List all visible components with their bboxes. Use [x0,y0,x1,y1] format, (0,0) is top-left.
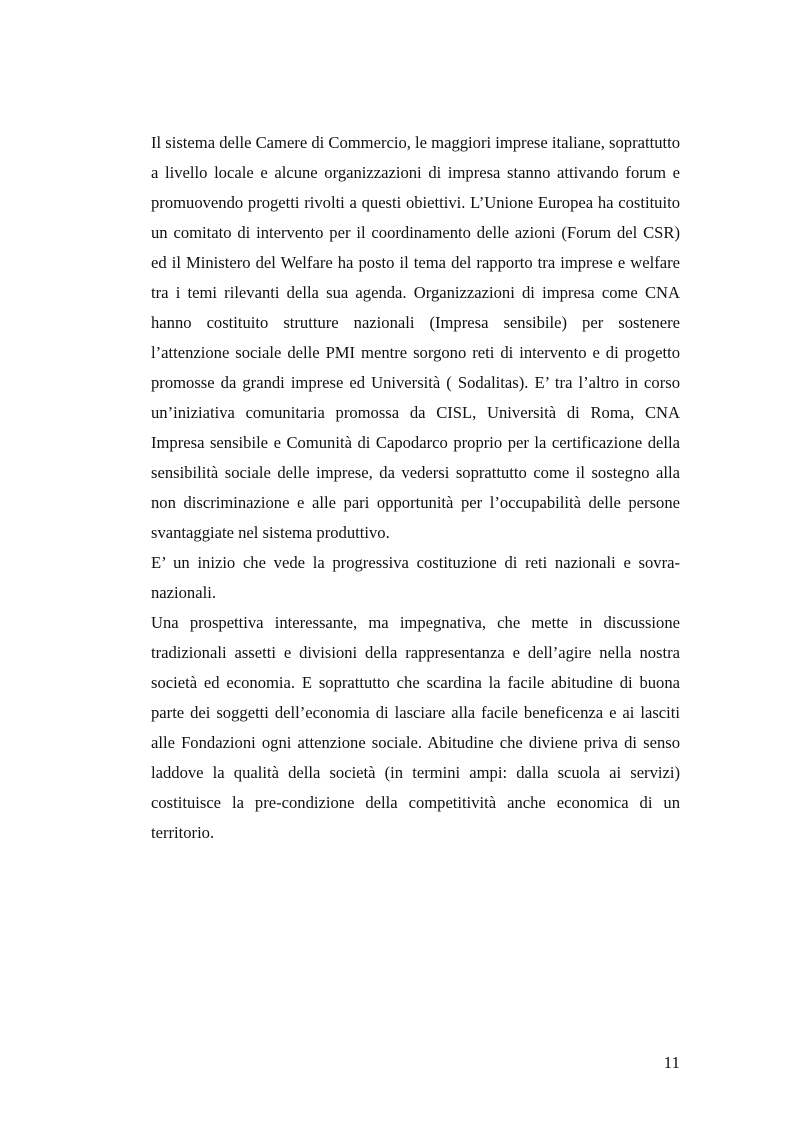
paragraph-prospettiva: Una prospettiva interessante, ma impegnativa, che mette in discussione tradizionali assetti e divisioni della rappresentanza e dell’agire nella nostra società ed economia. E soprattutto che scardina la facile abitudine di buona parte dei soggetti dell’economia di lasciare alla facile beneficenza e ai lasciti alle Fondazioni ogni attenzione sociale. Abitudine che diviene priva di senso laddove la qualità della società (in termini ampi: dalla scuola ai servizi) costituisce la pre-condizione della competitività anche economica di un territorio. [151,613,680,842]
page-number: 11 [663,1053,680,1072]
paragraph-camere-commercio: Il sistema delle Camere di Commercio, le maggiori imprese italiane, soprattutto a livello locale e alcune organizzazioni di impresa stanno attivando forum e promuovendo progetti rivolti a questi obiettivi. L’Unione Europea ha costituito un comitato di intervento per il coordinamento delle azioni (Forum del CSR) ed il Ministero del Welfare ha posto il tema del rapporto tra imprese e welfare tra i temi rilevanti della sua agenda. Organizzazioni di impresa come CNA hanno costituito strutture nazionali (Impresa sensibile) per sostenere l’attenzione sociale delle PMI mentre sorgono reti di intervento e di progetto promosse da grandi imprese ed Università ( Sodalitas). E’ tra l’altro in corso un’iniziativa comunitaria promossa da CISL, Università di Roma, CNA Impresa sensibile e Comunità di Capodarco proprio per la certificazione della sensibilità sociale delle imprese, da vedersi soprattutto come il sostegno alla non discriminazione e alle pari opportunità per l’occupabilità delle persone svantaggiate nel sistema produttivo. [151,133,681,542]
body-text [151,128,680,848]
paragraph-reti-nazionali: E’ un inizio che vede la progressiva costituzione di reti nazionali e sovra-nazionali. [151,553,680,602]
